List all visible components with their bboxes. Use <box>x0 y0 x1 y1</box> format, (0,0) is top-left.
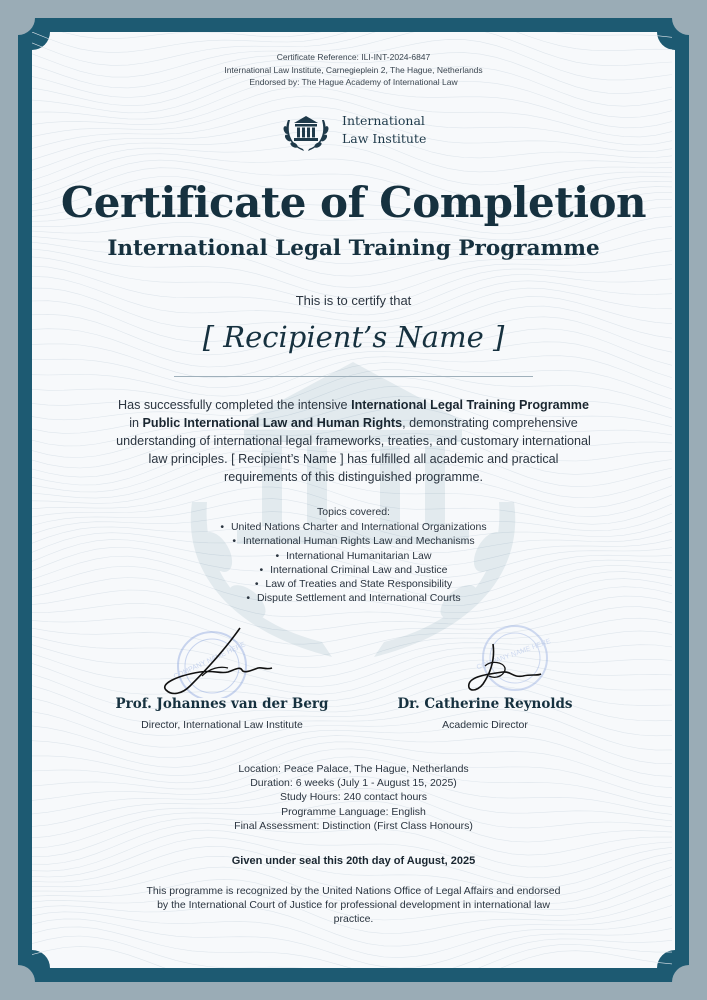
certificate-reference: Certificate Reference: ILI-INT-2024-6847 <box>276 52 431 62</box>
frame-corner <box>1 1 35 35</box>
signatory-role: Academic Director <box>442 719 528 731</box>
topic-item: • United Nations Charter and International Organizations <box>32 520 675 534</box>
statement-text: in <box>129 416 143 430</box>
topic-item: • Law of Treaties and State Responsibility <box>32 577 675 591</box>
detail-duration: Duration: 6 weeks (July 1 - August 15, 2025) <box>250 777 457 790</box>
stamp-text: COMPANY NAME HERE <box>172 641 247 681</box>
recipient-name: [ Recipient’s Name ] <box>202 320 505 354</box>
institute-address: International Law Institute, Carnegieplein 2, The Hague, Netherlands <box>224 64 483 75</box>
topics-heading: Topics covered: <box>317 506 390 518</box>
institute-name-line2: Law Institute <box>342 131 427 146</box>
signatory-block-academic <box>365 618 605 738</box>
company-stamp-icon <box>476 626 552 690</box>
frame-corner <box>672 1 706 35</box>
name-underline <box>174 376 533 377</box>
frame-corner <box>672 965 706 999</box>
recognition-statement: This programme is recognized by the United Nations Office of Legal Affairs and endorsed by the International Court of Justice for professional development in international law practice. <box>146 885 561 926</box>
courthouse-laurel-icon <box>280 108 332 154</box>
frame-corner <box>1 965 35 999</box>
signature-stamp-graphic <box>365 618 605 698</box>
seal-date: Given under seal this 20th day of August, 2025 <box>231 855 476 867</box>
statement-text: , demonstrating comprehensive understanding of international legal frameworks, treaties, and customary international law principles. [ Recipient’s Name ] has fulfilled all academic and practical requirements of this distinguished programme. <box>116 416 591 484</box>
detail-language: Programme Language: English <box>281 805 426 818</box>
topic-item: • Dispute Settlement and International Courts <box>32 591 675 605</box>
topics-list <box>32 520 675 606</box>
institute-name <box>342 112 426 148</box>
endorsement: Endorsed by: The Hague Academy of International Law <box>249 77 458 87</box>
topic-item: • International Human Rights Law and Mechanisms <box>32 534 675 548</box>
certify-text: This is to certify that <box>295 293 412 308</box>
completion-statement <box>114 396 593 486</box>
statement-text: Has successfully completed the intensive <box>117 398 352 412</box>
programme-name: International Legal Training Programme <box>351 398 590 412</box>
signatory-block-director <box>102 618 342 738</box>
specialization-name: Public International Law and Human Rights <box>142 416 403 430</box>
signatory-name: Prof. Johannes van der Berg <box>115 696 329 712</box>
institute-logo <box>280 108 440 158</box>
stamp-text: COMPANY NAME HERE <box>475 638 552 672</box>
certificate-title: Certificate of Completion <box>60 178 647 227</box>
detail-study-hours: Study Hours: 240 contact hours <box>279 791 428 804</box>
detail-assessment: Final Assessment: Distinction (First Class Honours) <box>234 819 473 832</box>
signatory-name: Dr. Catherine Reynolds <box>397 696 573 712</box>
signature-stamp-graphic <box>102 618 342 698</box>
certificate-subtitle: International Legal Training Programme <box>107 236 600 261</box>
topic-item: • International Criminal Law and Justice <box>32 563 675 577</box>
topic-item: • International Humanitarian Law <box>32 549 675 563</box>
institute-name-line1: International <box>342 113 425 128</box>
detail-location: Location: Peace Palace, The Hague, Netherlands <box>238 763 469 775</box>
signatory-role: Director, International Law Institute <box>141 719 303 731</box>
certificate-sheet <box>32 32 675 968</box>
programme-details <box>32 762 675 833</box>
